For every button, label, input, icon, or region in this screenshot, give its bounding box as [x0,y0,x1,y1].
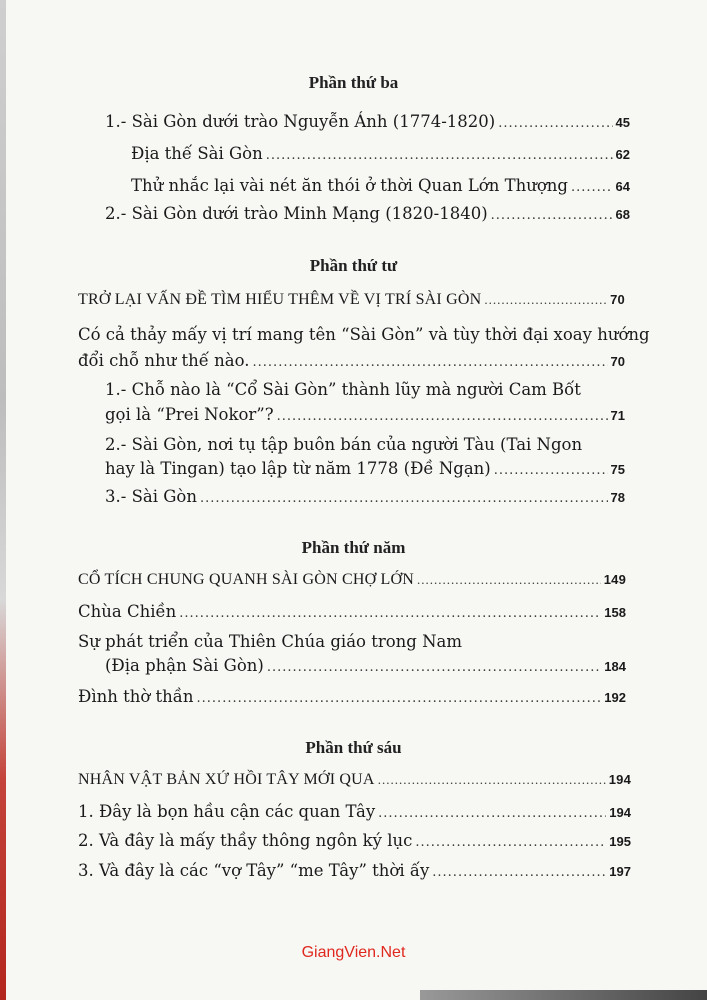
entry-page: 71 [610,408,625,423]
toc-entry[interactable] [131,141,630,169]
leader-dots [432,860,606,886]
entry-title: 1. Đây là bọn hầu cận các quan Tây [78,802,376,821]
leader-dots [378,767,606,793]
toc-entry[interactable] [105,653,626,681]
page-bottom-shadow [420,990,707,1000]
toc-entry[interactable] [131,173,630,201]
entry-title: 3. Và đây là các “vợ Tây” “me Tây” thời ấy [78,861,430,880]
watermark-text: GiangVien.Net [301,944,406,961]
leader-dots [415,830,606,856]
toc-entry[interactable] [78,858,631,886]
leader-dots [378,801,606,827]
toc-entry[interactable] [78,599,626,627]
toc-entry[interactable] [105,201,630,229]
entry-page: 78 [610,490,625,505]
entry-page: 158 [604,605,626,620]
leader-dots [498,111,612,137]
entry-page: 192 [604,690,626,705]
leader-dots [179,601,601,627]
section-heading-6: Phần thứ sáu [305,738,402,757]
toc-entry[interactable] [78,684,626,712]
entry-title: (Địa phận Sài Gòn) [105,656,264,675]
entry-title-line1: Sự phát triển của Thiên Chúa giáo trong Nam [78,632,463,651]
leader-dots [197,686,602,712]
section-heading-3: Phần thứ ba [308,73,399,92]
entry-title: gọi là “Prei Nokor”? [105,405,274,424]
entry-title: Thử nhắc lại vài nét ăn thói ở thời Quan Lớn Thượng [131,176,568,195]
entry-title-line1: Có cả thảy mấy vị trí mang tên “Sài Gòn” và tùy thời đại xoay hướng [78,325,650,344]
leader-dots [253,350,608,376]
entry-page: 45 [615,115,630,130]
entry-title: Chùa Chiền [78,602,177,621]
toc-entry[interactable] [105,456,625,484]
entry-title: 3.- Sài Gòn [105,487,197,506]
entry-title: 2.- Sài Gòn dưới trào Minh Mạng (1820-1840) [105,204,488,223]
toc-entry[interactable] [105,402,625,430]
toc-entry[interactable] [78,828,631,856]
leader-dots [266,143,613,169]
toc-entry-chapter[interactable] [78,767,631,793]
leader-dots [267,655,601,681]
entry-page: 195 [609,834,631,849]
leader-dots [200,486,608,512]
entry-page: 149 [603,572,626,587]
entry-title: hay là Tingan) tạo lập từ năm 1778 (Đề Ngạn) [105,459,491,478]
entry-title: CỔ TÍCH CHUNG QUANH SÀI GÒN CHỢ LỚN [78,571,415,588]
leader-dots [571,175,613,201]
toc-entry[interactable] [105,109,630,137]
entry-title: 2. Và đây là mấy thầy thông ngôn ký lục [78,831,413,850]
entry-page: 62 [615,147,630,162]
entry-page: 70 [610,292,625,307]
leader-dots [494,458,608,484]
entry-page: 197 [609,864,631,879]
entry-title: Đình thờ thần [78,687,194,706]
toc-entry-chapter[interactable] [78,287,625,313]
entry-page: 75 [610,462,625,477]
toc-entry[interactable] [78,799,631,827]
toc-entry[interactable] [78,348,625,376]
toc-entry-chapter[interactable] [78,567,626,593]
entry-title-line1: 1.- Chỗ nào là “Cổ Sài Gòn” thành lũy mà người Cam Bốt [105,380,581,399]
leader-dots [417,567,601,593]
section-heading-4: Phần thứ tư [309,256,398,275]
section-heading-5: Phần thứ năm [301,538,406,557]
entry-title: đổi chỗ như thế nào. [78,351,250,370]
leader-dots [484,287,607,313]
entry-title: NHÂN VẬT BẢN XỨ HỒI TÂY MỚI QUA [78,771,375,788]
entry-page: 184 [604,659,626,674]
entry-page: 70 [610,354,625,369]
entry-title: Địa thế Sài Gòn [131,144,263,163]
entry-page: 194 [609,805,631,820]
entry-title: 1.- Sài Gòn dưới trào Nguyễn Ánh (1774-1820) [105,112,496,131]
entry-title-line1: 2.- Sài Gòn, nơi tụ tập buôn bán của người Tàu (Tai Ngon [105,435,583,454]
entry-page: 64 [615,179,630,194]
entry-title: TRỞ LẠI VẤN ĐỀ TÌM HIỂU THÊM VỀ VỊ TRÍ SÀI GÒN [78,291,482,308]
entry-page: 68 [615,207,630,222]
leader-dots [277,404,608,430]
toc-entry[interactable] [105,484,625,512]
entry-page: 194 [608,772,631,787]
leader-dots [491,203,613,229]
